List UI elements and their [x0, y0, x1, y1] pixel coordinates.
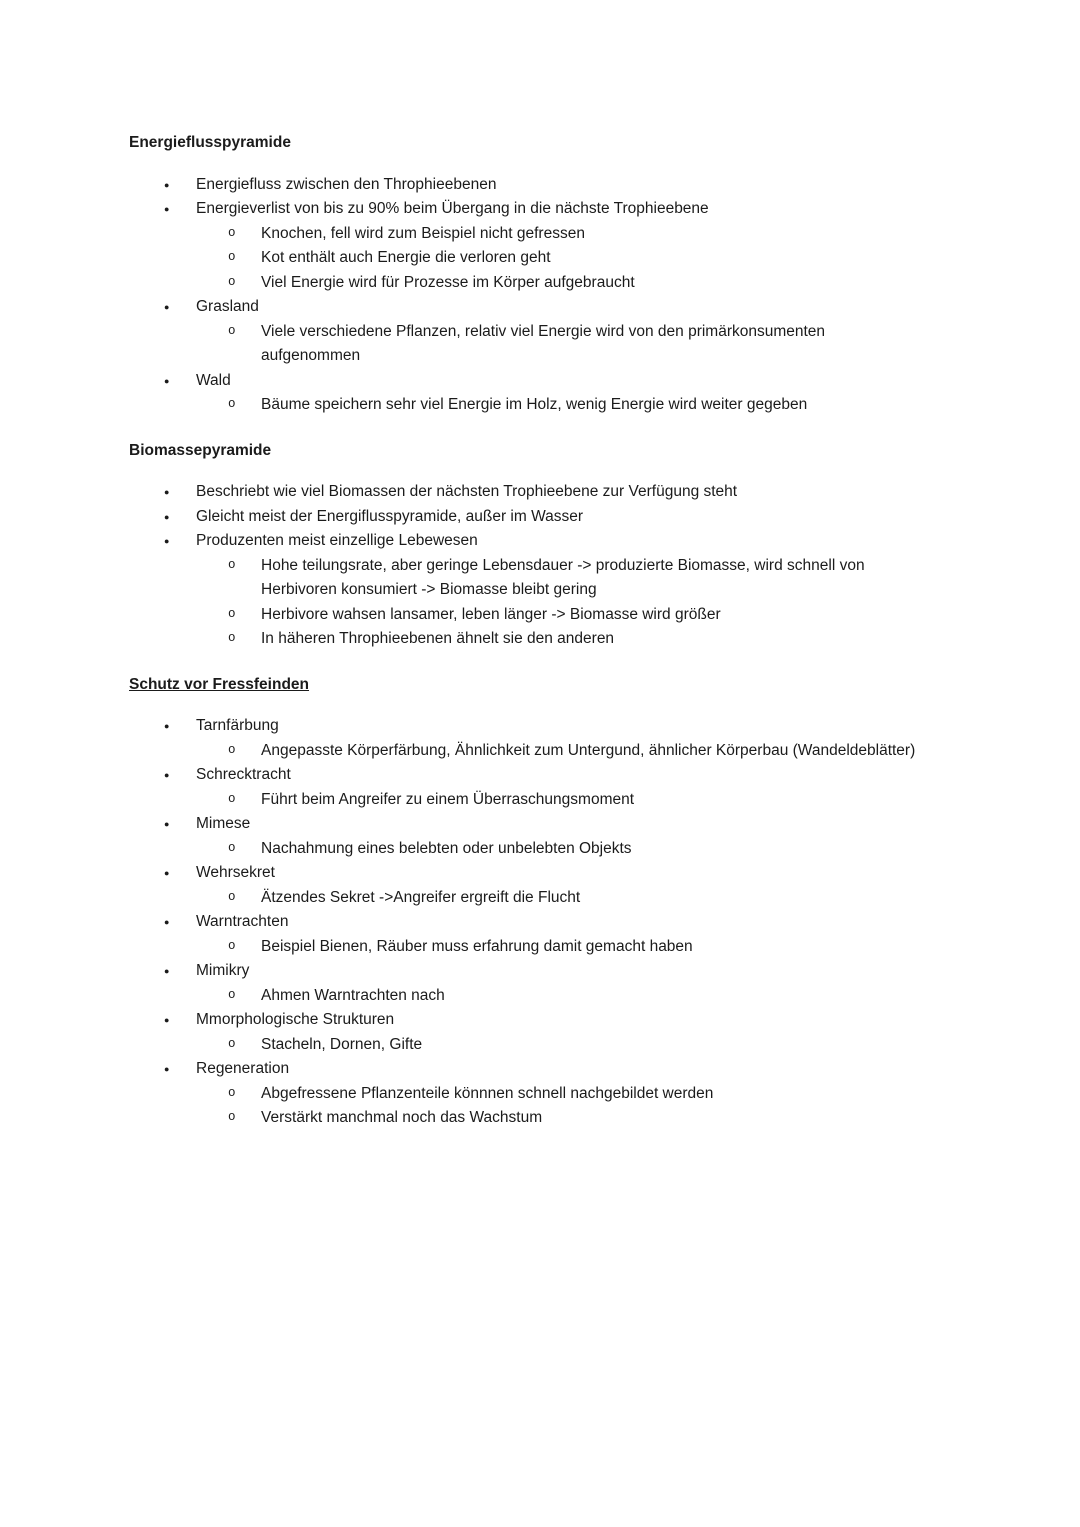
bullet-item	[163, 763, 920, 812]
bullet-item	[163, 1057, 920, 1131]
bullet-item	[163, 910, 920, 959]
sub-bullet-item	[228, 984, 920, 1009]
sub-bullet-list	[196, 886, 920, 911]
sub-bullet-list	[196, 393, 920, 418]
bullet-item	[163, 959, 920, 1008]
section-title: Biomassepyramide	[129, 441, 272, 459]
bullet-list	[129, 480, 920, 652]
sub-bullet-list	[196, 320, 920, 369]
sub-bullet-item	[228, 886, 920, 911]
sub-bullet-list	[196, 554, 920, 652]
bullet-item-text: Produzenten meist einzellige Lebewesen	[196, 532, 478, 549]
bullet-item-text: Beschriebt wie viel Biomassen der nächsten Trophieebene zur Verfügung steht	[196, 483, 738, 500]
sub-bullet-item	[228, 246, 920, 271]
bullet-item-text: Grasland	[196, 298, 259, 315]
document-content	[129, 131, 920, 1131]
sub-bullet-list	[196, 1082, 920, 1131]
sub-bullet-item	[228, 271, 920, 296]
bullet-list	[129, 714, 920, 1131]
section-schutz-vor-fressfeinden	[129, 673, 920, 1131]
bullet-item-text: Mimikry	[196, 962, 250, 979]
sub-bullet-list	[196, 788, 920, 813]
sub-bullet-item	[228, 1082, 920, 1107]
sub-bullet-list	[196, 739, 920, 764]
bullet-item-text: Warntrachten	[196, 913, 289, 930]
bullet-item	[163, 529, 920, 652]
section-title: Energieflusspyramide	[129, 134, 291, 151]
sub-bullet-item-text: In häheren Throphieebenen ähnelt sie den anderen	[261, 630, 615, 647]
bullet-item-text: Energieverlist von bis zu 90% beim Übergang in die nächste Trophieebene	[196, 200, 709, 217]
sub-bullet-item	[228, 739, 920, 764]
sub-bullet-item-text: Verstärkt manchmal noch das Wachstum	[261, 1109, 543, 1126]
bullet-item-text: Mmorphologische Strukturen	[196, 1011, 395, 1028]
sub-bullet-list	[196, 984, 920, 1009]
sub-bullet-item-text: Bäume speichern sehr viel Energie im Holz, wenig Energie wird weiter gegeben	[261, 396, 808, 413]
bullet-item	[163, 812, 920, 861]
bullet-item-text: Wald	[196, 371, 231, 389]
bullet-item	[163, 505, 920, 530]
sub-bullet-item-text: Ahmen Warntrachten nach	[261, 986, 445, 1004]
sub-bullet-item	[228, 935, 920, 960]
bullet-item	[163, 197, 920, 295]
sub-bullet-item	[228, 788, 920, 813]
sub-bullet-list	[196, 1033, 920, 1058]
sub-bullet-item-text: Hohe teilungsrate, aber geringe Lebensdauer -> produzierte Biomasse, wird schnell von Herbivoren konsumiert -> Biomasse bleibt gering	[261, 556, 865, 598]
bullet-item-text: Wehrsekret	[196, 864, 275, 881]
sub-bullet-item	[228, 627, 920, 652]
bullet-item-text: Tarnfärbung	[196, 717, 279, 734]
sub-bullet-list	[196, 935, 920, 960]
sub-bullet-item	[228, 603, 920, 628]
sub-bullet-item-text: Führt beim Angreifer zu einem Überraschungsmoment	[261, 790, 635, 808]
bullet-item	[163, 480, 920, 505]
section-energieflusspyramide	[129, 131, 920, 418]
sub-bullet-item	[228, 222, 920, 247]
sub-bullet-item-text: Nachahmung eines belebten oder unbelebten Objekts	[261, 839, 632, 857]
bullet-item	[163, 369, 920, 418]
sub-bullet-item	[228, 320, 920, 369]
sub-bullet-item	[228, 1033, 920, 1058]
sub-bullet-item-text: Ätzendes Sekret ->Angreifer ergreift die Flucht	[261, 888, 581, 906]
bullet-item	[163, 861, 920, 910]
sub-bullet-item	[228, 393, 920, 418]
section-title: Schutz vor Fressfeinden	[129, 675, 310, 693]
sub-bullet-item-text: Viele verschiedene Pflanzen, relativ viel Energie wird von den primärkonsumenten aufgenommen	[261, 322, 826, 364]
sub-bullet-item	[228, 837, 920, 862]
sub-bullet-item-text: Herbivore wahsen lansamer, leben länger -> Biomasse wird größer	[261, 605, 721, 623]
sub-bullet-item-text: Abgefressene Pflanzenteile könnnen schnell nachgebildet werden	[261, 1084, 714, 1102]
sub-bullet-list	[196, 837, 920, 862]
sub-bullet-item-text: Knochen, fell wird zum Beispiel nicht gefressen	[261, 224, 585, 242]
bullet-item-text: Schrecktracht	[196, 766, 291, 783]
bullet-item	[163, 714, 920, 763]
bullet-item-text: Gleicht meist der Energiflusspyramide, außer im Wasser	[196, 507, 584, 525]
sub-bullet-item-text: Beispiel Bienen, Räuber muss erfahrung damit gemacht haben	[261, 937, 693, 955]
sub-bullet-item-text: Angepasste Körperfärbung, Ähnlichkeit zum Untergund, ähnlicher Körperbau (Wandeldeblätter)	[261, 741, 916, 759]
bullet-item-text: Regeneration	[196, 1060, 290, 1077]
sub-bullet-item	[228, 1106, 920, 1131]
bullet-item	[163, 173, 920, 198]
sub-bullet-item-text: Stacheln, Dornen, Gifte	[261, 1035, 423, 1053]
sub-bullet-list	[196, 222, 920, 296]
sub-bullet-item	[228, 554, 920, 603]
bullet-item	[163, 295, 920, 369]
sub-bullet-item-text: Viel Energie wird für Prozesse im Körper aufgebraucht	[261, 273, 635, 291]
section-biomassepyramide	[129, 439, 920, 652]
bullet-item	[163, 1008, 920, 1057]
bullet-item-text: Mimese	[196, 815, 251, 832]
sub-bullet-item-text: Kot enthält auch Energie die verloren geht	[261, 249, 551, 266]
bullet-list	[129, 173, 920, 418]
bullet-item-text: Energiefluss zwischen den Throphieebenen	[196, 175, 497, 193]
